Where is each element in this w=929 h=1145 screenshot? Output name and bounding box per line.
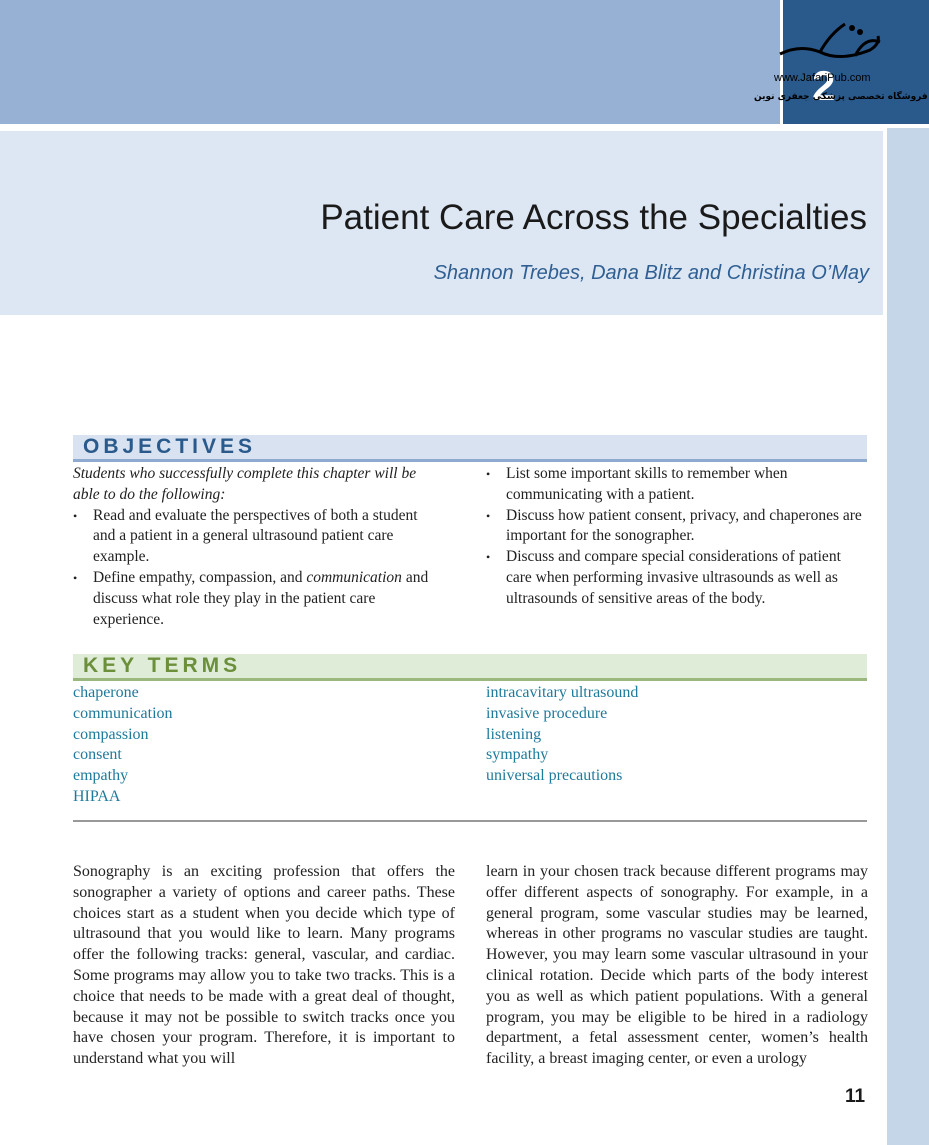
chapter-authors: Shannon Trebes, Dana Blitz and Christina O’May	[433, 262, 869, 284]
objectives-heading-bar	[73, 435, 867, 462]
objective-item	[73, 568, 443, 630]
right-margin-stripe	[887, 128, 929, 1145]
page-number: 11	[845, 1086, 866, 1107]
body-text-left: Sonography is an exciting profession that offers the sonographer a variety of options and career paths. These choices start as a student when you decide which type of ultrasound that you would like to learn. Many programs offer the following tracks: general, vascular, and cardiac. Some programs may allow you to take two tracks. This is a choice that needs to be made with a great deal of thought, because it may not be possible to switch tracks once you have chosen your program. Therefore, it is important to understand what you will	[73, 863, 455, 1068]
key-term[interactable]: chaperone	[73, 684, 139, 701]
logo-url: www.JafariPub.com	[774, 72, 871, 84]
key-term[interactable]: communication	[73, 704, 173, 722]
key-term[interactable]: compassion	[73, 725, 149, 743]
header-band	[0, 0, 780, 124]
key-terms-heading: KEY TERMS	[83, 654, 242, 677]
body-text-right: learn in your chosen track because different programs may offer different aspects of sonography. For example, in a general program, some vascular studies may be learned, whereas in other programs no vascular studies are taught. However, you may learn some vascular ultrasound in your clinical rotation. Decide which parts of the body interest you as well as which patient populations. With a general program, you may be eligible to be hired in a radiology department, a fetal assessment center, women’s health facility, a breast imaging center, or even a urology	[486, 863, 868, 1068]
objectives-intro: Students who successfully complete this chapter will be able to do the following:	[73, 465, 417, 503]
key-term[interactable]: consent	[73, 746, 122, 764]
objectives-right-column	[486, 464, 868, 610]
key-term[interactable]: intracavitary ultrasound	[486, 684, 639, 701]
key-term[interactable]: invasive procedure	[486, 704, 608, 722]
chapter-title: Patient Care Across the Specialties	[320, 198, 867, 237]
objectives-list-left	[73, 506, 443, 631]
key-terms-right-column	[486, 683, 638, 787]
key-term[interactable]: empathy	[73, 767, 129, 785]
logo-store-text: فروشگاه تخصصی پزشکی جعفری نوین	[754, 92, 928, 102]
key-term[interactable]: HIPAA	[73, 787, 121, 805]
objective-item: • Discuss and compare special considerations of patient care when performing invasive ultrasounds as well as ultrasounds of sensitive areas of the body.	[486, 547, 868, 609]
objective-item: • Discuss how patient consent, privacy, and chaperones are important for the sonographer.	[486, 506, 868, 548]
objectives-heading: OBJECTIVES	[83, 435, 257, 458]
objective-item: • Read and evaluate the perspectives of both a student and a patient in a general ultrasound patient care example.	[73, 506, 443, 568]
objective-item-text: Define empathy, compassion, and communication and discuss what role they play in the patient care experience.	[93, 568, 429, 628]
key-term[interactable]: sympathy	[486, 746, 549, 764]
key-term[interactable]: listening	[486, 725, 542, 743]
objectives-list-right	[486, 464, 868, 610]
section-divider	[73, 820, 867, 822]
objectives-left-column	[73, 464, 443, 630]
objective-item: • List some important skills to remember when communicating with a patient.	[486, 464, 868, 506]
chapter-number: 2	[812, 62, 836, 109]
key-term[interactable]: universal precautions	[486, 767, 623, 785]
key-terms-heading-bar	[73, 654, 867, 681]
emphasized-term: communication	[306, 568, 402, 586]
key-terms-left-column	[73, 683, 173, 808]
